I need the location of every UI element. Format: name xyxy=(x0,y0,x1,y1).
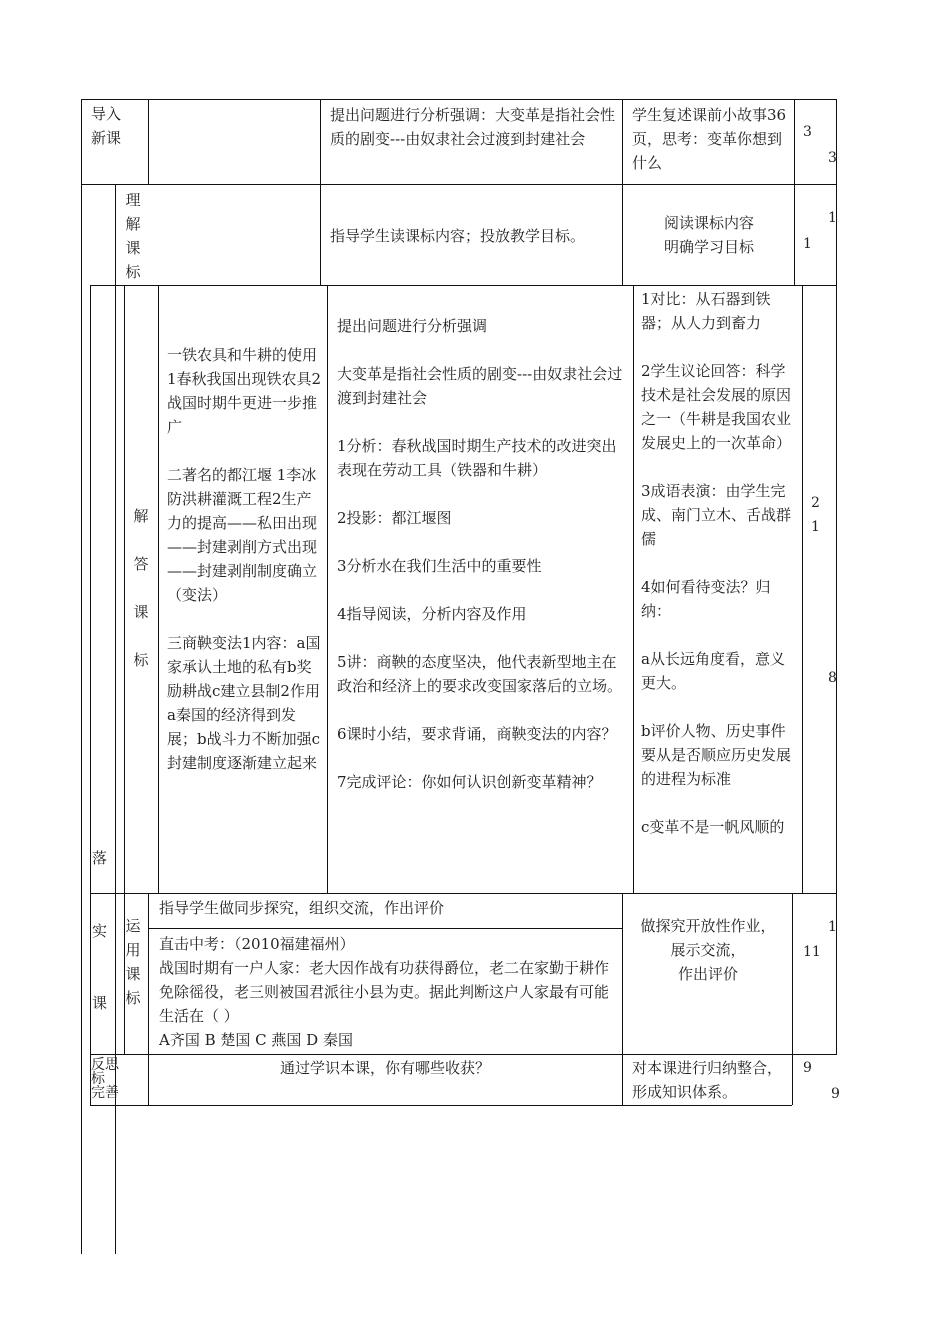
reflect-label-c: 完善 xyxy=(91,1085,119,1101)
answer-time-b: 8 xyxy=(828,670,837,686)
apply-student-activity: 做探究开放性作业， 展示交流， 作出评价 xyxy=(640,917,776,983)
reflect-label-a: 反思 xyxy=(91,1057,119,1073)
answer-time-a: 2 1 xyxy=(811,495,820,535)
section-label-luo: 落 xyxy=(92,849,108,867)
intro-student-activity: 学生复述课前小故事36页，思考：变革你想到什么 xyxy=(632,106,787,172)
answer-content-outline: 一铁农具和牛耕的使用1春秋我国出现铁农具2战国时期牛更进一步推广 二著名的都江堰 1李冰 防洪耕灌溉工程2生产力的提高——私田出现——封建剥削方式出现——封建剥削制度确立（变法） 三商鞅变法1内容：a国家承认土地的私有b奖励耕战c建立县制2作用a秦国的经济得到发展；b战斗力不断加强c封建制度逐渐建立起来 xyxy=(167,346,322,772)
reflect-teacher-activity: 通过学识本课，你有哪些收获？ xyxy=(279,1059,490,1077)
apply-label: 运 用 课 标 xyxy=(125,917,141,1007)
intro-teacher-activity: 提出问题进行分析强调：大变革是指社会性质的剧变---由奴隶社会过渡到封建社会 xyxy=(330,106,616,148)
understand-teacher-activity: 指导学生读课标内容；投放教学目标。 xyxy=(330,227,586,245)
apply-time-b: 11 xyxy=(803,944,821,960)
reflect-label-b: 标 xyxy=(91,1071,105,1087)
answer-label: 解 答 课 标 xyxy=(133,507,149,669)
intro-time-a: 3 xyxy=(803,124,812,140)
reflect-student-activity: 对本课进行归纳整合，形成知识体系。 xyxy=(632,1059,783,1101)
answer-teacher-activity: 提出问题进行分析强调 大变革是指社会性质的剧变---由奴隶社会过渡到封建社会 1分析：春秋战国时期生产技术的改进突出表现在劳动工具（铁器和牛耕） 2投影：都江堰图 3分析水在我们生活中的重要性 4指导阅读，分析内容及作用 5讲：商鞅的态度坚决，他代表新型地主在政治和经济上的要求改变国家落后的立场。 6课时小结，要求背诵，商鞅变法的内容？ 7完成评论：你如何认识创新变革精神？ xyxy=(337,317,623,791)
intro-time-b: 3 xyxy=(828,150,837,166)
apply-exam-question: 直击中考：（2010福建福州） 战国时期有一户人家：老大因作战有功获得爵位，老二在家勤于耕作免除徭役，老三则被国君派往小县为吏。据此判断这户人家最有可能生活在（ ） A齐国 B 楚国 C 燕国 D 秦国 xyxy=(159,935,610,1049)
apply-time-a: 1 xyxy=(828,919,837,935)
reflect-time-a: 9 xyxy=(803,1060,812,1076)
intro-label: 导入 新课 xyxy=(91,105,122,147)
reflect-time-b: 9 xyxy=(831,1086,840,1102)
understand-label: 理 解 课 标 xyxy=(125,191,141,281)
answer-student-activity: 1对比：从石器到铁器；从人力到畜力 2学生议论回答：科学技术是社会发展的原因之一（牛耕是我国农业发展史上的一次革命） 3成语表演：由学生完成、南门立木、舌战群儒 4如何看待变法？归纳： a从长远角度看，意义更大。 b评价人物、历史事件要从是否顺应历史发展的进程为标准 c变革不是一帆风顺的 xyxy=(641,290,792,836)
section-label-shike: 实 课 xyxy=(92,922,108,1012)
understand-time-a: 1 xyxy=(828,210,837,226)
understand-student-activity: 阅读课标内容 明确学习目标 xyxy=(663,214,754,256)
apply-teacher-activity: 指导学生做同步探究，组织交流，作出评价 xyxy=(159,899,445,917)
understand-time-b: 1 xyxy=(803,236,812,252)
